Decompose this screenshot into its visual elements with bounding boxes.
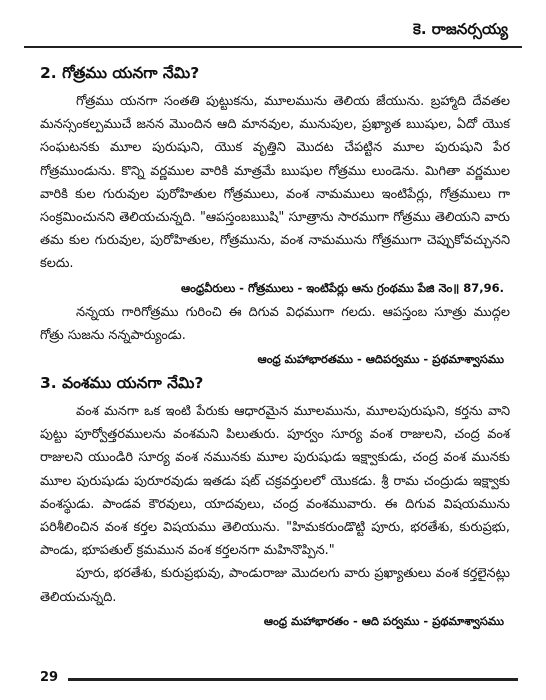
citation: ఆంధ్ర మహాభారతం - ఆది పర్వము - ప్రథమాశ్వాసము: [263, 613, 504, 628]
section-gotram: [40, 64, 510, 368]
citation: ఆంధ్ర మహాభారతము - ఆదిపర్వము - ప్రథమాశ్వాసము: [257, 352, 504, 367]
page-body: [40, 58, 510, 634]
paragraph: పూరు, భరతేశు, కురుప్రభువు, పాండురాజు మొదలగు వారు ప్రఖ్యాతులు వంశ కర్తలైనట్లు తెలియచున్నది.: [40, 566, 510, 605]
header-title: కె. రాజనర్సయ్య: [413, 20, 508, 38]
paragraph: గోత్రము యనగా సంతతి పుట్టుకను, మూలమును తెలియ జేయును. బ్రహ్మాది దేవతల మనస్సంకల్పముచే జనన మొందిన ఆది మానవుల, మునుపుల, ప్రఖ్యాత ఋషుల, ఏదో యొక సంఘటనకు మూల పురుషుని, యొక వృత్తిని మొదట చేపట్టిన మూల పురుషుని పేర గోత్రముండును. కొన్ని వర్ణముల వారికి మాత్రమే ఋషుల గోత్రము లుండెను. మిగితా వర్ణముల వారికి కుల గురువుల పురోహితుల గోత్రములు, వంశ నామములు ఇంటిపేర్లు, గోత్రములు గా సంక్రమించునని తెలియచున్నది. "ఆపస్తంబఋషి" సూత్రాను సారముగా గోత్రము తెలియని వారు తమ కుల గురువుల, పురోహితుల, గోత్రమును, వంశ నామమును గోత్రముగా చెప్పుకోవచ్చునని కలదు.: [40, 94, 510, 272]
page-footer: [28, 668, 518, 690]
page-header: [24, 18, 522, 48]
paragraph: నన్నయ గారిగోత్రము గురించి ఈ దిగువ విధముగా గలదు. ఆపస్తంబ సూత్రు ముద్గల గోత్రు సుజను నన్నపార్యుండు.: [40, 304, 510, 343]
section-heading: 2. గోత్రము యనగా నేమి?: [40, 64, 200, 82]
section-heading: 3. వంశము యనగా నేమి?: [40, 374, 204, 393]
citation: ఆంధ్రవీరులు - గోత్రములు - ఇంటిపేర్లు ఆను గ్రంథము పేజి నెం॥ 87,96.: [180, 280, 504, 295]
header-rule: [24, 46, 522, 48]
section-vamsam: [40, 374, 510, 630]
page-number: 29: [40, 670, 59, 685]
paragraph: వంశ మనగా ఒక ఇంటి పేరుకు ఆధారమైన మూలమును, మూలపురుషుని, కర్తను వాని పుట్టు పూర్వోత్తరములను వంశమని పిలుతురు. పూర్వం సూర్య వంశ రాజులని, చంద్ర వంశ రాజులని యుండిరి సూర్య వంశ నమునకు మూల పురుషుడు ఇక్ష్వాకుడు, చంద్ర వంశ మునకు మూల పురుషుడు పురూరవుడు ఇతడు షట్ చక్రవర్తులలో యొకడు. శ్రీ రామ చంద్రుడు ఇక్ష్వాకు వంశస్థుడు. పాండవ కౌరవులు, యాదవులు, చంద్ర వంశమువారు. ఈ దిగువ విషయమును పరిశీలించిన వంశ కర్తల విషయము తెలియును. "హిమకరుండొట్టి పూరు, భరతేశు, కురుప్రభు, పాండు, భూపతుల్ క్రమమున వంశ కర్తలనగా మహినొప్పిన.": [40, 404, 510, 559]
footer-rule: [68, 678, 518, 681]
